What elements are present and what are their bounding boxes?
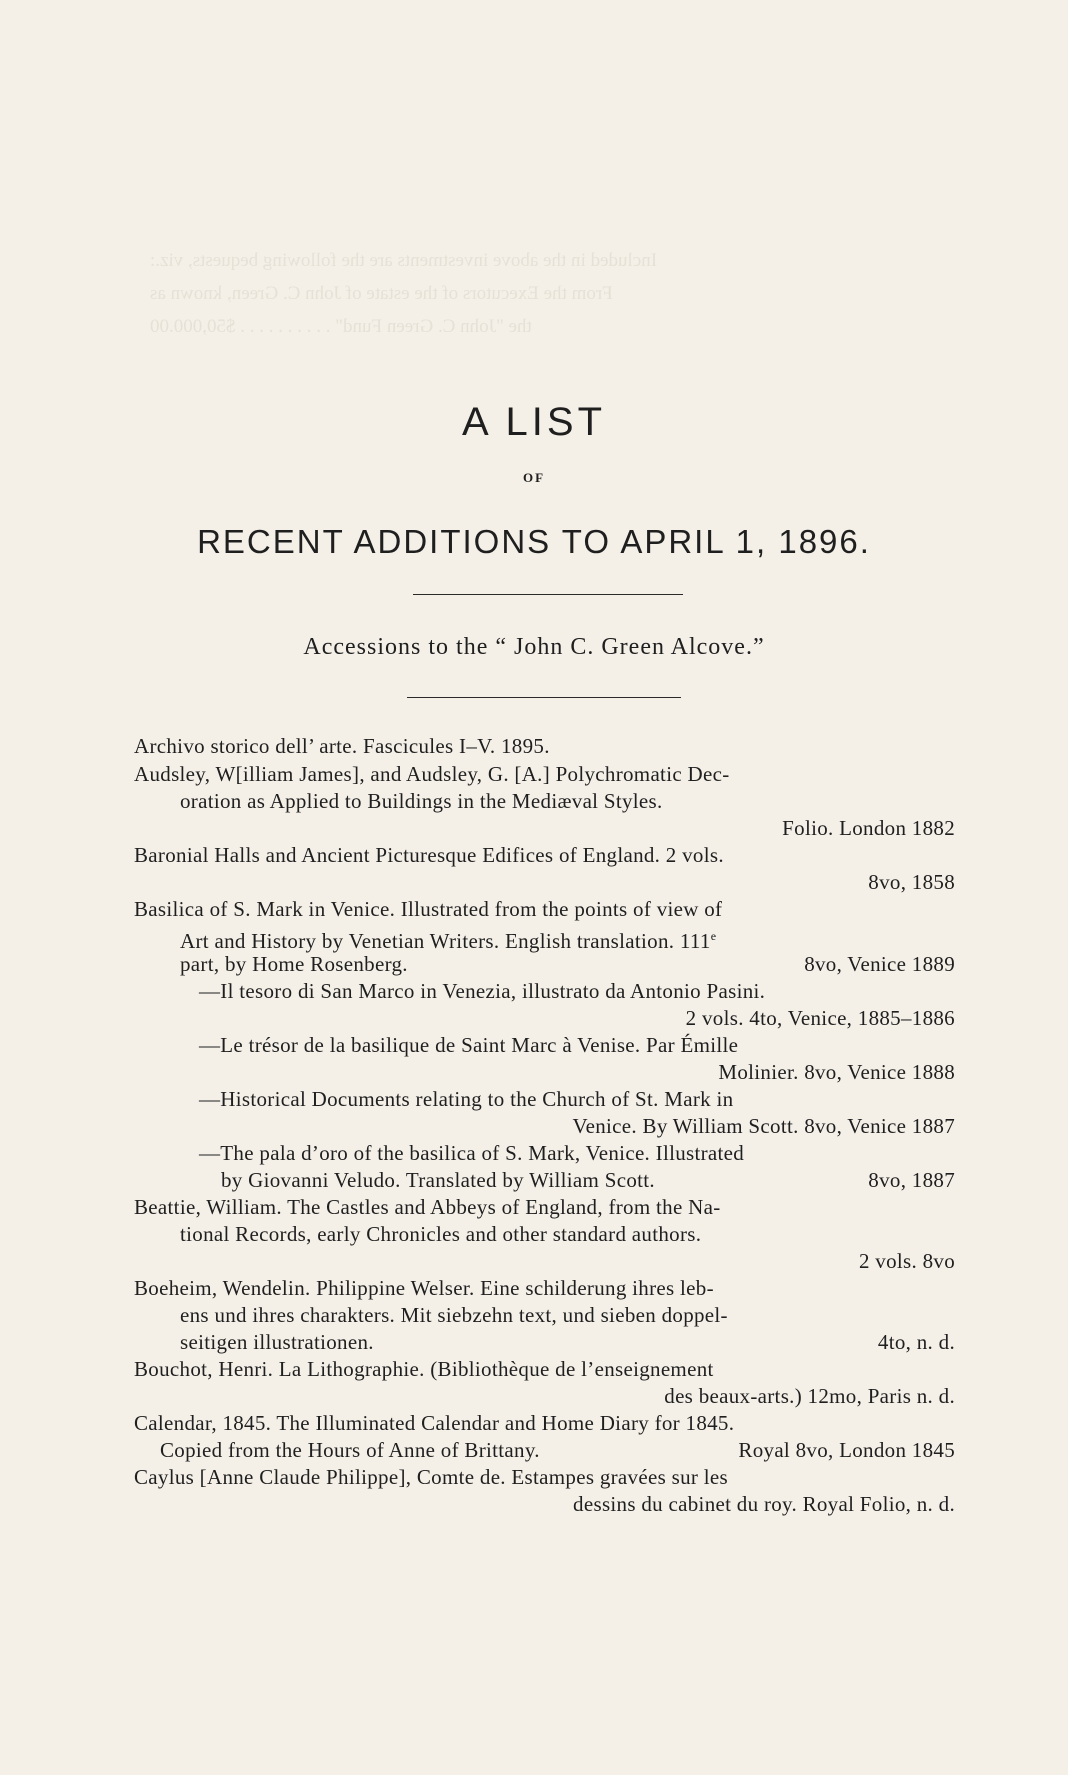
- list-item-imprint: 8vo, 1858: [868, 870, 955, 894]
- list-item: Boeheim, Wendelin. Philippine Welser. Eine schilderung ihres leb-: [134, 1276, 714, 1300]
- divider: [413, 594, 683, 595]
- list-item-imprint: Molinier. 8vo, Venice 1888: [718, 1060, 955, 1084]
- sub-list-item: —Il tesoro di San Marco in Venezia, illustrato da Antonio Pasini.: [199, 979, 766, 1003]
- sub-list-item: —Le trésor de la basilique de Saint Marc à Venise. Par Émille: [199, 1033, 739, 1057]
- list-item-continuation: by Giovanni Veludo. Translated by William Scott.: [221, 1168, 655, 1192]
- list-item-imprint: 8vo, 1887: [868, 1168, 955, 1192]
- page-subtitle: RECENT ADDITIONS TO APRIL 1, 1896.: [197, 523, 871, 560]
- list-item-continuation: part, by Home Rosenberg.: [180, 952, 408, 976]
- sub-list-item: —Historical Documents relating to the Church of St. Mark in: [199, 1087, 734, 1111]
- list-item-imprint: Venice. By William Scott. 8vo, Venice 1887: [572, 1114, 955, 1138]
- list-item: Baronial Halls and Ancient Picturesque Edifices of England. 2 vols.: [134, 843, 724, 867]
- sub-list-item: —The pala d’oro of the basilica of S. Mark, Venice. Illustrated: [199, 1141, 745, 1165]
- list-item-imprint: 2 vols. 8vo: [858, 1249, 955, 1273]
- list-item: Beattie, William. The Castles and Abbeys of England, from the Na-: [134, 1195, 721, 1219]
- list-item-continuation: Art and History by Venetian Writers. English translation. 111e: [180, 929, 717, 953]
- list-item-continuation: tional Records, early Chronicles and other standard authors.: [180, 1222, 702, 1246]
- list-item-imprint: Royal 8vo, London 1845: [738, 1438, 955, 1462]
- list-item: Calendar, 1845. The Illuminated Calendar and Home Diary for 1845.: [134, 1411, 735, 1435]
- bleed-through-text: Included in the above investments are the following bequests, viz.:: [150, 250, 658, 271]
- list-item-continuation: oration as Applied to Buildings in the Mediæval Styles.: [180, 789, 663, 813]
- title-connector: OF: [522, 470, 546, 485]
- list-item-imprint: 8vo, Venice 1889: [804, 952, 955, 976]
- page-title: A LIST: [461, 400, 607, 444]
- list-item: Audsley, W[illiam James], and Audsley, G. [A.] Polychromatic Dec-: [134, 762, 730, 786]
- list-item: Caylus [Anne Claude Philippe], Comte de. Estampes gravées sur les: [134, 1465, 728, 1489]
- list-item: Bouchot, Henri. La Lithographie. (Bibliothèque de l’enseignement: [134, 1357, 714, 1381]
- list-item: Archivo storico dell’ arte. Fascicules I–V. 1895.: [134, 734, 550, 758]
- divider: [407, 697, 681, 698]
- list-item-continuation: Copied from the Hours of Anne of Brittany.: [160, 1438, 540, 1462]
- list-item-imprint: dessins du cabinet du roy. Royal Folio, n. d.: [573, 1492, 955, 1516]
- list-item-imprint: 2 vols. 4to, Venice, 1885–1886: [685, 1006, 955, 1030]
- list-item: Basilica of S. Mark in Venice. Illustrated from the points of view of: [134, 897, 723, 921]
- list-item-imprint: 4to, n. d.: [877, 1330, 955, 1354]
- list-item-continuation: ens und ihres charakters. Mit siebzehn text, und sieben doppel-: [180, 1303, 728, 1327]
- bleed-through-text: From the Executors of the estate of John C. Green, known as: [150, 283, 613, 304]
- list-item-imprint: des beaux-arts.) 12mo, Paris n. d.: [664, 1384, 955, 1408]
- bleed-through-text: the "John C. Green Fund" . . . . . . . . . . $50,000.00: [150, 316, 532, 337]
- list-item-imprint: Folio. London 1882: [782, 816, 955, 840]
- section-heading: Accessions to the “ John C. Green Alcove.”: [303, 634, 765, 660]
- list-item-continuation: seitigen illustrationen.: [180, 1330, 374, 1354]
